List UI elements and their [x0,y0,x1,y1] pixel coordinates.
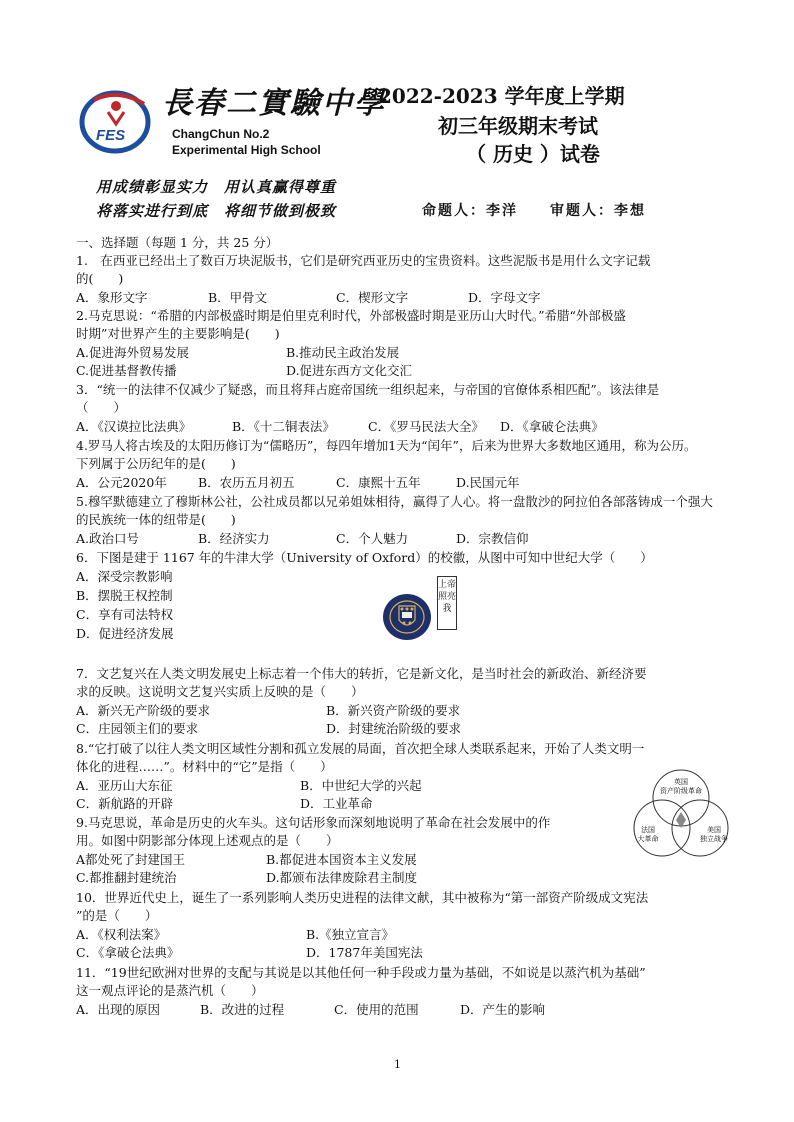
q7-option-b: B．新兴资产阶级的要求 [326,703,461,718]
venn-label-usa: 美国独立战争 [700,826,728,843]
q5-option-a: A.政治口号 [76,531,140,546]
crest-motto-label: 上帝照亮我 [437,576,457,630]
q8-option-a: A．亚历山大东征 [76,778,173,793]
q10-option-b: B.《独立宣言》 [306,927,395,942]
q7-option-d: D．封建统治阶级的要求 [326,721,462,736]
q2-option-a: A.促进海外贸易发展 [76,345,190,360]
question-3-stem-cont: （ ） [76,400,127,415]
question-3-stem: 3．“统一的法律不仅减少了疑惑，而且将拜占庭帝国统一组织起来，与帝国的官僚体系相匹配”。该法律是 [76,382,660,397]
q11-option-a: A．出现的原因 [76,1002,161,1017]
q1-option-a: A．象形文字 [76,290,148,305]
q3-option-b: B．《十二铜表法》 [232,419,335,434]
q4-option-a: A．公元2020年 [76,475,167,490]
q11-option-d: D．产生的影响 [460,1002,546,1017]
venn-label-france: 法国大革命 [637,826,659,843]
q5-option-d: D．宗教信仰 [456,531,529,546]
q4-option-d: D.民国元年 [456,475,520,490]
page-number: 1 [394,1058,401,1071]
q4-option-b: B．农历五月初五 [198,475,295,490]
question-8-stem-cont: 体化的进程……”。材料中的“它”是指（ ） [76,759,333,774]
q1-option-c: C．楔形文字 [336,290,409,305]
exam-year-title: 2022-2023 学年度上学期 [378,84,625,108]
q7-option-c: C．庄园领主们的要求 [76,721,199,736]
exam-setters: 命题人：李洋 审题人：李想 [422,203,646,219]
question-6-stem: 6．下图是建于 1167 年的牛津大学（University of Oxford）的校徽，从图中可知中世纪大学（ ） [76,550,653,565]
question-10-stem: 10．世界近代史上，诞生了一系列影响人类历史进程的法律文献，其中被称为“第一部资产阶级成文宪法 [76,890,649,905]
q9-option-d: D.都颁布法律废除君主制度 [266,870,418,885]
q3-option-c: C．《罗马民法大全》 [368,419,484,434]
q10-option-d: D．1787年美国宪法 [306,945,423,960]
question-8-stem: 8.“它打破了以往人类文明区域性分割和孤立发展的局面，首次把全球人类联系起来，开始了人类文明一 [76,741,645,756]
q6-option-b: B．摆脱王权控制 [76,588,173,603]
question-11-stem: 11．“19世纪欧洲对世界的支配与其说是以其他任何一种手段或力量为基础，不如说是以蒸汽机为基础” [76,965,646,980]
q10-option-a: A．《权利法案》 [76,927,167,942]
q3-option-d: D．《拿破仑法典》 [500,419,604,434]
q8-option-c: C．新航路的开辟 [76,796,174,811]
motto-line-1: 用成绩彰显实力 用认真赢得尊重 [96,178,337,196]
q11-option-b: B．改进的过程 [200,1002,285,1017]
q9-option-b: B.都促进本国资本主义发展 [266,852,417,867]
question-10-stem-cont: ”的是（ ） [76,908,158,923]
q7-option-a: A．新兴无产阶级的要求 [76,703,211,718]
q1-option-b: B．甲骨文 [208,290,268,305]
q8-option-b: B．中世纪大学的兴起 [300,778,422,793]
q2-option-c: C.促进基督教传播 [76,363,177,378]
oxford-crest-image [381,592,433,642]
question-4-stem-cont: 下列属于公历纪年的是( ) [76,456,236,471]
q10-option-c: C．《拿破仑法典》 [76,945,180,960]
question-2-stem: 2.马克思说：“希腊的内部极盛时期是伯里克利时代，外部极盛时期是亚历山大时代。”希腊“外部极盛 [76,308,626,323]
question-7-stem: 7．文艺复兴在人类文明发展史上标志着一个伟大的转折，它是新文化，是当时社会的新政治、新经济要 [76,666,647,681]
q11-option-c: C．使用的范围 [334,1002,419,1017]
question-1-stem: 1. 在西亚已经出土了数百万块泥版书，它们是研究西亚历史的宝贵资料。这些泥版书是用什么文字记载 [76,253,651,268]
section-title: 一、选择题（每题 1 分，共 25 分） [76,235,279,250]
q9-option-c: C.都推翻封建统治 [76,870,177,885]
q4-option-c: C．康熙十五年 [336,475,421,490]
question-9-stem: 9.马克思说，革命是历史的火车头。这句话形象而深刻地说明了革命在社会发展中的作 [76,815,551,830]
svg-text:FES: FES [96,127,126,144]
question-4-stem: 4.罗马人将古埃及的太阳历修订为“儒略历”，每四年增加1天为“闰年”，后来为世界大多数地区通用，称为公历。 [76,438,697,453]
q8-option-d: D．工业革命 [300,796,373,811]
q6-option-a: A．深受宗教影响 [76,569,173,584]
question-5-stem-cont: 的民族统一体的纽带是( ) [76,512,236,527]
question-2-stem-cont: 时期”对世界产生的主要影响是( ) [76,326,280,341]
question-11-stem-cont: 这一观点评论的是蒸汽机（ ） [76,983,264,998]
q6-option-c: C．享有司法特权 [76,607,174,622]
q3-option-a: A．《汉谟拉比法典》 [76,419,192,434]
question-9-stem-cont: 用。如图中阴影部分体现上述观点的是（ ） [76,833,339,848]
exam-name-title: 初三年级期末考试 [438,114,598,138]
exam-subject-title: （ 历史 ）试卷 [466,142,600,166]
q9-option-a: A都处死了封建国王 [76,852,186,867]
q2-option-b: B.推动民主政治发展 [286,345,400,360]
q5-option-b: B．经济实力 [198,531,270,546]
revolution-venn-diagram [626,768,736,860]
school-logo [78,88,156,154]
svg-text:英国资产阶级革命: 英国资产阶级革命 [660,778,702,795]
q6-option-d: D．促进经济发展 [76,626,174,641]
motto-line-2: 将落实进行到底 将细节做到极致 [96,202,337,220]
q5-option-c: C．个人魅力 [336,531,409,546]
question-5-stem: 5.穆罕默德建立了穆斯林公社，公社成员都以兄弟姐妹相待，赢得了人心。将一盘散沙的阿拉伯各部落铸成一个强大 [76,494,713,509]
q2-option-d: D.促进东西方文化交汇 [286,363,413,378]
question-1-stem-cont: 的( ) [76,271,124,286]
school-name-en: ChangChun No.2 Experimental High School [172,127,321,157]
school-name-cn: 長春二實驗中學 [162,86,386,121]
q1-option-d: D．字母文字 [468,290,541,305]
question-7-stem-cont: 求的反映。这说明文艺复兴实质上反映的是（ ） [76,684,364,699]
